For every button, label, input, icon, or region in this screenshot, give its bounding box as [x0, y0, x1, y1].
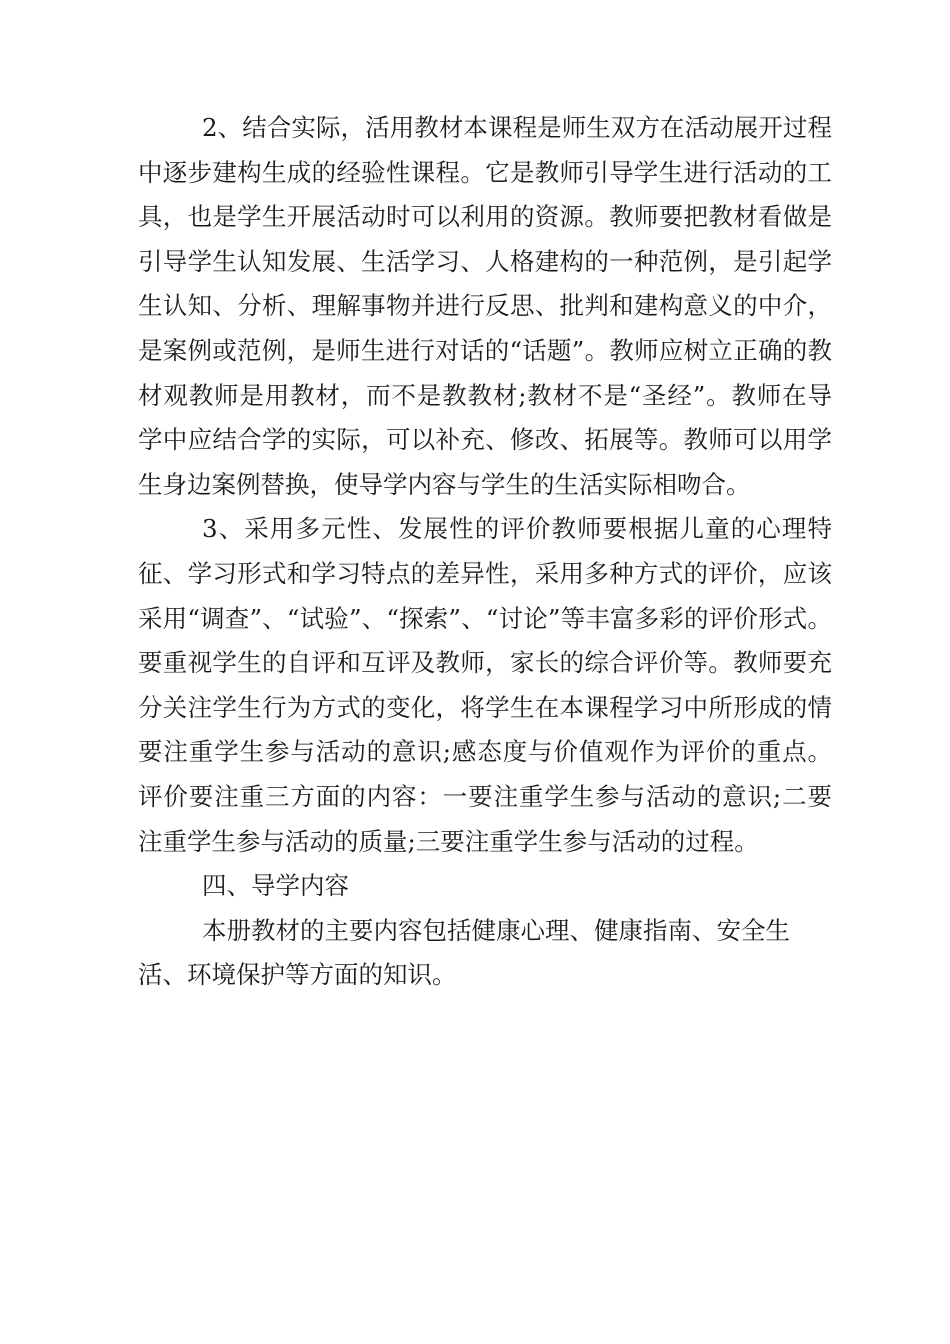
- paragraph-3-evaluation: 3、采用多元性、发展性的评价教师要根据儿童的心理特征、学习形式和学习特点的差异性，采用多种方式的评价，应该采用“调查”、“试验”、“探索”、“讨论”等丰富多彩的评价形式。要重视学生的自评和互评及教师，家长的综合评价等。教师要充分关注学生行为方式的变化，将学生在本课程学习中所形成的情要注重学生参与活动的意识;感态度与价值观作为评价的重点。评价要注重三方面的内容：一要注重学生参与活动的意识;二要注重学生参与活动的质量;三要注重学生参与活动的过程。: [138, 514, 832, 856]
- document-body: [138, 106, 832, 998]
- paragraph-content-summary: 本册教材的主要内容包括健康心理、健康指南、安全生活、环境保护等方面的知识。: [138, 915, 790, 990]
- section-heading: 四、导学内容: [202, 871, 349, 901]
- paragraph-2-textbook-use: 2、结合实际，活用教材本课程是师生双方在活动展开过程中逐步建构生成的经验性课程。它是教师引导学生进行活动的工具，也是学生开展活动时可以利用的资源。教师要把教材看做是引导学生认知发展、生活学习、人格建构的一种范例，是引起学生认知、分析、理解事物并进行反思、批判和建构意义的中介，是案例或范例，是师生进行对话的“话题”。教师应树立正确的教材观教师是用教材，而不是教教材;教材不是“圣经”。教师在导学中应结合学的实际，可以补充、修改、拓展等。教师可以用学生身边案例替换，使导学内容与学生的生活实际相吻合。: [138, 113, 832, 499]
